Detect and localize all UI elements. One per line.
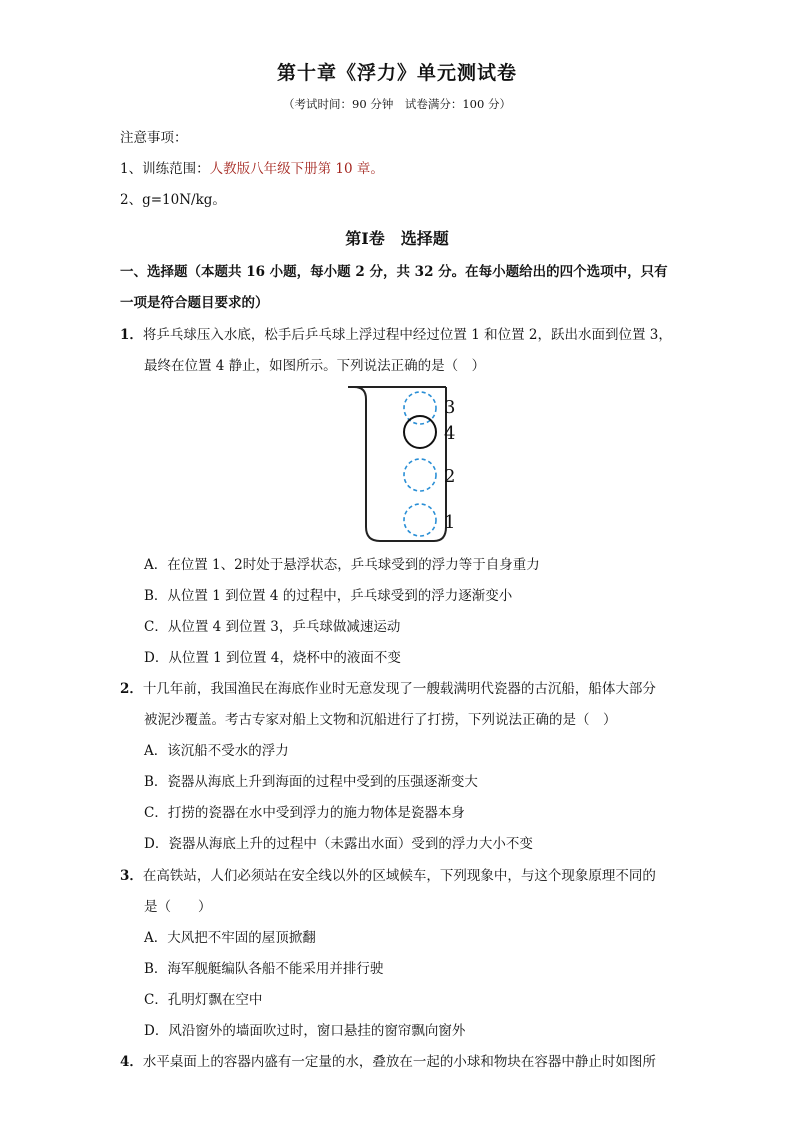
ball-position-1 (404, 504, 436, 536)
ball-position-4 (404, 416, 436, 448)
q3-option-c: C．孔明灯飘在空中 (144, 992, 263, 1008)
part-heading-line2: 一项是符合题目要求的） (120, 295, 269, 311)
question-3-line2: 是（ ） (144, 899, 212, 915)
part-heading-line1: 一、选择题（本题共 16 小题，每小题 2 分，共 32 分。在每小题给出的四个选项中，只有 (120, 264, 668, 280)
q2-option-a: A．该沉船不受水的浮力 (144, 743, 289, 759)
q3-option-a: A．大风把不牢固的屋顶掀翻 (144, 930, 316, 946)
question-number: 2． (120, 681, 143, 697)
question-1-line1: 1．将乒乓球压入水底，松手后乒乓球上浮过程中经过位置 1 和位置 2，跃出水面到位置 3， (120, 327, 672, 343)
note-item-1 (120, 161, 384, 177)
notes-heading: 注意事项： (120, 130, 188, 146)
q1-option-c: C．从位置 4 到位置 3，乒乓球做减速运动 (144, 619, 401, 635)
q3-option-b: B．海军舰艇编队各船不能采用并排行驶 (144, 961, 384, 977)
question-3-line1: 3．在高铁站，人们必须站在安全线以外的区域候车，下列现象中，与这个现象原理不同的 (120, 868, 656, 884)
training-scope: 人教版八年级下册第 10 章。 (209, 161, 384, 177)
q1-option-d: D．从位置 1 到位置 4，烧杯中的液面不变 (144, 650, 401, 666)
note-item-1-label: 1、训练范围： (120, 161, 210, 177)
figure-label-3: 3 (444, 397, 456, 418)
question-2-line1: 2．十几年前，我国渔民在海底作业时无意发现了一艘载满明代瓷器的古沉船，船体大部分 (120, 681, 656, 697)
beaker-figure (346, 384, 462, 546)
question-number: 1． (120, 327, 143, 343)
question-1-line2: 最终在位置 4 静止，如图所示。下列说法正确的是（ ） (144, 358, 486, 374)
q2-option-c: C．打捞的瓷器在水中受到浮力的施力物体是瓷器本身 (144, 805, 465, 821)
figure-label-2: 2 (444, 466, 456, 487)
question-2-line2: 被泥沙覆盖。考古专家对船上文物和沉船进行了打捞，下列说法正确的是（ ） (144, 712, 617, 728)
q1-option-a: A．在位置 1、2时处于悬浮状态，乒乓球受到的浮力等于自身重力 (144, 557, 540, 573)
exam-info: （考试时间：90 分钟 试卷满分：100 分） (283, 97, 511, 111)
section-title: 第Ⅰ卷 选择题 (345, 229, 449, 248)
q2-option-b: B．瓷器从海底上升到海面的过程中受到的压强逐渐变大 (144, 774, 478, 790)
question-number: 4． (120, 1054, 143, 1070)
question-number: 3． (120, 868, 143, 884)
q2-option-d: D．瓷器从海底上升的过程中（未露出水面）受到的浮力大小不变 (144, 836, 533, 852)
figure-label-1: 1 (444, 512, 456, 533)
note-item-2: 2、g=10N/kg。 (120, 192, 226, 208)
q1-option-b: B．从位置 1 到位置 4 的过程中，乒乓球受到的浮力逐渐变小 (144, 588, 513, 604)
question-4-line1: 4．水平桌面上的容器内盛有一定量的水，叠放在一起的小球和物块在容器中静止时如图所 (120, 1054, 656, 1070)
page-title: 第十章《浮力》单元测试卷 (276, 62, 517, 84)
figure-label-4: 4 (444, 423, 456, 444)
ball-position-3 (404, 392, 436, 424)
q3-option-d: D．风沿窗外的墙面吹过时，窗口悬挂的窗帘飘向窗外 (144, 1023, 466, 1039)
ball-position-2 (404, 459, 436, 491)
